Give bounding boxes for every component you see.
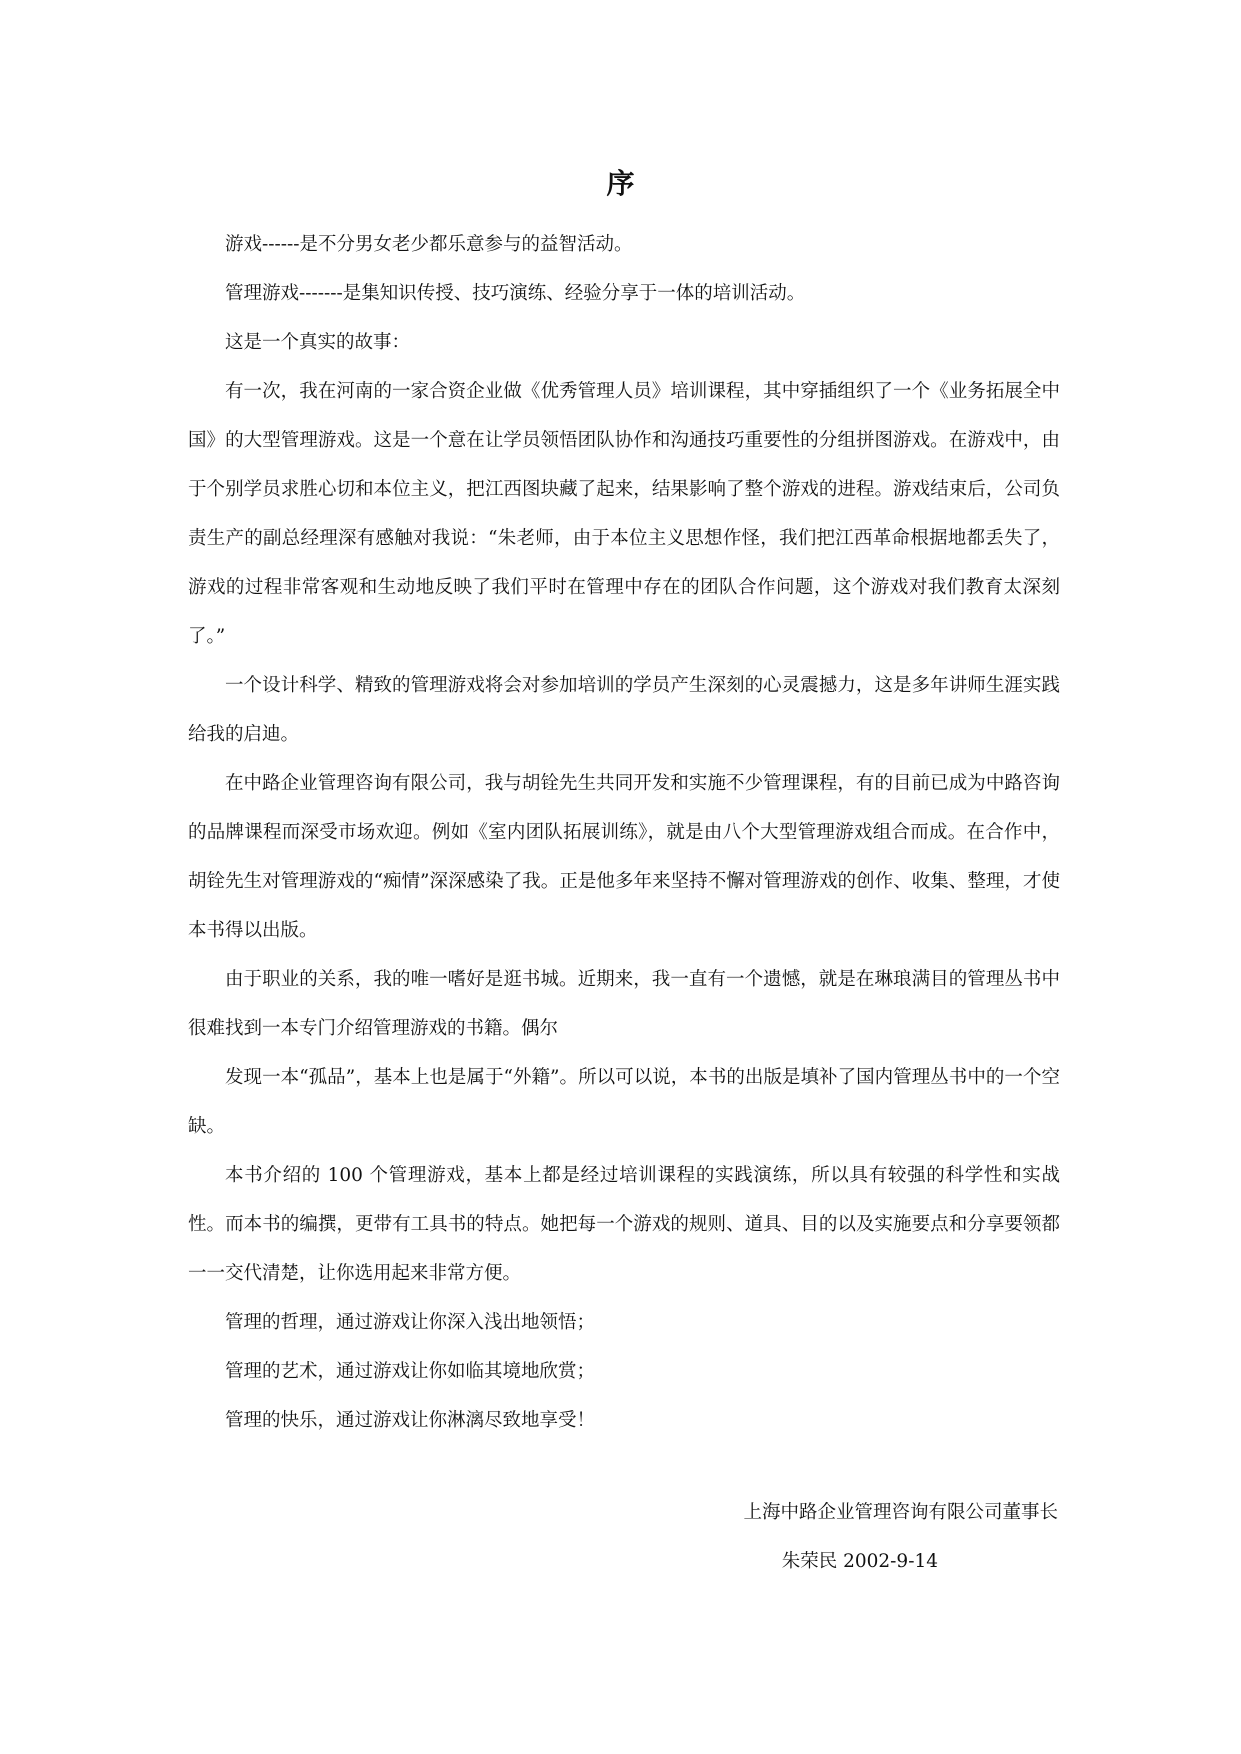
paragraph-8: 发现一本“孤品”，基本上也是属于“外籍”。所以可以说，本书的出版是填补了国内管理丛书中的一个空缺。 — [188, 1067, 1060, 1137]
paragraph-9: 本书介绍的 100 个管理游戏，基本上都是经过培训课程的实践演练，所以具有较强的科学性和实战性。而本书的编撰，更带有工具书的特点。她把每一个游戏的规则、道具、目的以及实施要点和分享要领都一一交代清楚，让你选用起来非常方便。 — [188, 1165, 1060, 1284]
paragraph-10: 管理的哲理，通过游戏让你深入浅出地领悟； — [225, 1312, 596, 1333]
preface-body — [188, 220, 1060, 1445]
paragraph-3: 这是一个真实的故事： — [225, 332, 411, 353]
paragraph-5: 一个设计科学、精致的管理游戏将会对参加培训的学员产生深刻的心灵震撼力，这是多年讲师生涯实践给我的启迪。 — [188, 675, 1060, 745]
paragraph-4: 有一次，我在河南的一家合资企业做《优秀管理人员》培训课程，其中穿插组织了一个《业务拓展全中国》的大型管理游戏。这是一个意在让学员领悟团队协作和沟通技巧重要性的分组拼图游戏。在游戏中，由于个别学员求胜心切和本位主义，把江西图块藏了起来，结果影响了整个游戏的进程。游戏结束后，公司负责生产的副总经理深有感触对我说：“朱老师，由于本位主义思想作怪，我们把江西革命根据地都丢失了，游戏的过程非常客观和生动地反映了我们平时在管理中存在的团队合作问题，这个游戏对我们教育太深刻了。” — [188, 381, 1060, 647]
paragraph-1: 游戏------是不分男女老少都乐意参与的益智活动。 — [225, 234, 633, 255]
paragraph-12: 管理的快乐，通过游戏让你淋漓尽致地享受！ — [225, 1410, 596, 1431]
paragraph-6: 在中路企业管理咨询有限公司，我与胡铨先生共同开发和实施不少管理课程，有的目前已成为中路咨询的品牌课程而深受市场欢迎。例如《室内团队拓展训练》，就是由八个大型管理游戏组合而成。在合作中，胡铨先生对管理游戏的“痴情”深深感染了我。正是他多年来坚持不懈对管理游戏的创作、收集、整理，才使本书得以出版。 — [188, 773, 1060, 941]
paragraph-7: 由于职业的关系，我的唯一嗜好是逛书城。近期来，我一直有一个遗憾，就是在琳琅满目的管理丛书中很难找到一本专门介绍管理游戏的书籍。偶尔 — [188, 969, 1060, 1039]
page-title: 序 — [606, 167, 635, 200]
signature-block — [0, 1488, 1058, 1586]
signature-organization: 上海中路企业管理咨询有限公司董事长 — [743, 1502, 1058, 1523]
signature-name-date: 朱荣民 2002-9-14 — [781, 1551, 938, 1572]
paragraph-2: 管理游戏-------是集知识传授、技巧演练、经验分享于一体的培训活动。 — [225, 283, 806, 304]
paragraph-11: 管理的艺术，通过游戏让你如临其境地欣赏； — [225, 1361, 596, 1382]
